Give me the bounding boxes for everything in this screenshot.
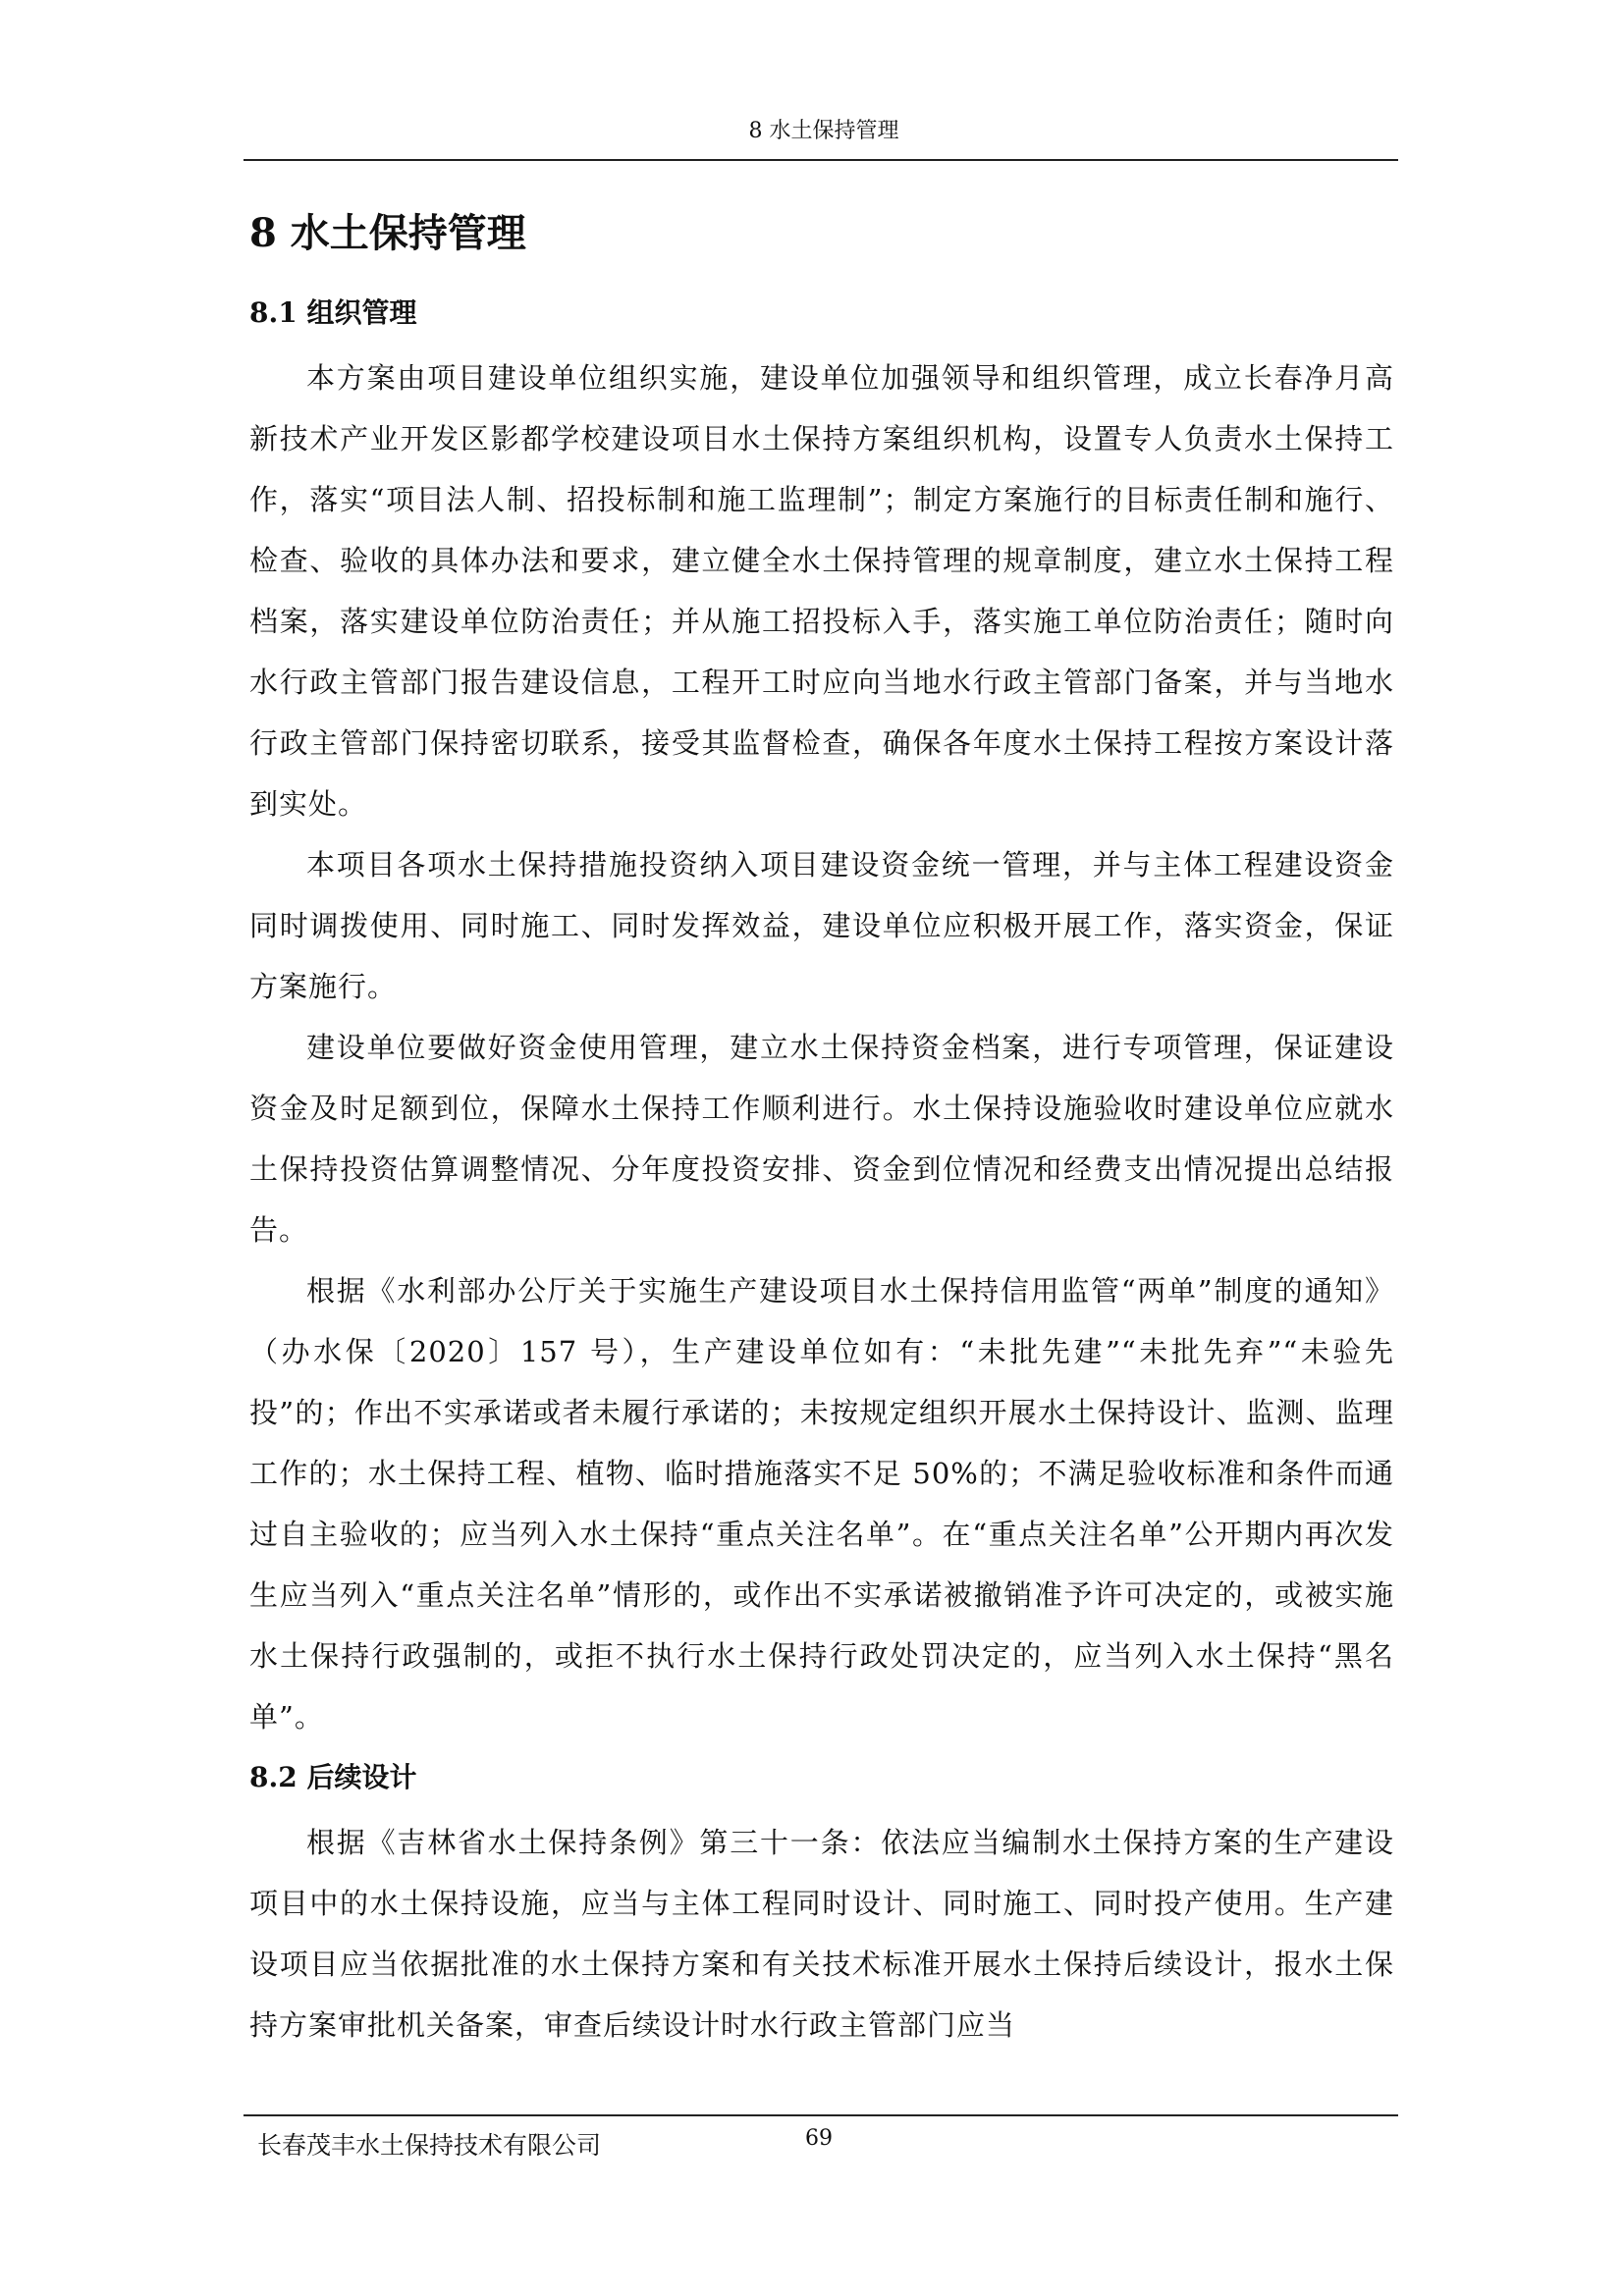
running-header: 8 水土保持管理: [748, 119, 899, 143]
paragraph: 本项目各项水土保持措施投资纳入项目建设资金统一管理，并与主体工程建设资金同时调拨使用、同时施工、同时发挥效益，建设单位应积极开展工作，落实资金，保证方案施行。: [249, 848, 1394, 1003]
section-heading-8-1: 8.1 组织管理: [249, 296, 417, 329]
paragraph: 建设单位要做好资金使用管理，建立水土保持资金档案，进行专项管理，保证建设资金及时足额到位，保障水土保持工作顺利进行。水土保持设施验收时建设单位应就水土保持投资估算调整情况、分年度投资安排、资金到位情况和经费支出情况提出总结报告。: [249, 1031, 1394, 1247]
header-divider: [244, 159, 1398, 161]
paragraph: 根据《水利部办公厅关于实施生产建设项目水土保持信用监管“两单”制度的通知》（办水保〔2020〕157 号），生产建设单位如有：“未批先建”“未批先弃”“未验先投”的；作出不实承诺或者未履行承诺的；未按规定组织开展水土保持设计、监测、监理工作的；水土保持工程、植物、临时措施落实不足 50%的；不满足验收标准和条件而通过自主验收的；应当列入水土保持“重点关注名单”。在“重点关注名单”公开期内再次发生应当列入“重点关注名单”情形的，或作出不实承诺被撤销准予许可决定的，或被实施水土保持行政强制的，或拒不执行水土保持行政处罚决定的，应当列入水土保持“黑名单”。: [249, 1274, 1394, 1734]
section-heading-8-2: 8.2 后续设计: [249, 1761, 417, 1793]
document-body: [249, 196, 1394, 2056]
chapter-title: 8 水土保持管理: [249, 210, 526, 256]
paragraph: 本方案由项目建设单位组织实施，建设单位加强领导和组织管理，成立长春净月高新技术产业开发区影都学校建设项目水土保持方案组织机构，设置专人负责水土保持工作，落实“项目法人制、招投标制和施工监理制”；制定方案施行的目标责任制和施行、检查、验收的具体办法和要求，建立健全水土保持管理的规章制度，建立水土保持工程档案，落实建设单位防治责任；并从施工招投标入手，落实施工单位防治责任；随时向水行政主管部门报告建设信息，工程开工时应向当地水行政主管部门备案，并与当地水行政主管部门保持密切联系，接受其监督检查，确保各年度水土保持工程按方案设计落到实处。: [249, 361, 1394, 821]
paragraph: 根据《吉林省水土保持条例》第三十一条：依法应当编制水土保持方案的生产建设项目中的水土保持设施，应当与主体工程同时设计、同时施工、同时投产使用。生产建设项目应当依据批准的水土保持方案和有关技术标准开展水土保持后续设计，报水土保持方案审批机关备案，审查后续设计时水行政主管部门应当: [249, 1826, 1394, 2042]
footer-divider: [244, 2114, 1398, 2116]
page-number: 69: [805, 2126, 833, 2151]
footer-company: 长春茂丰水土保持技术有限公司: [257, 2131, 602, 2160]
